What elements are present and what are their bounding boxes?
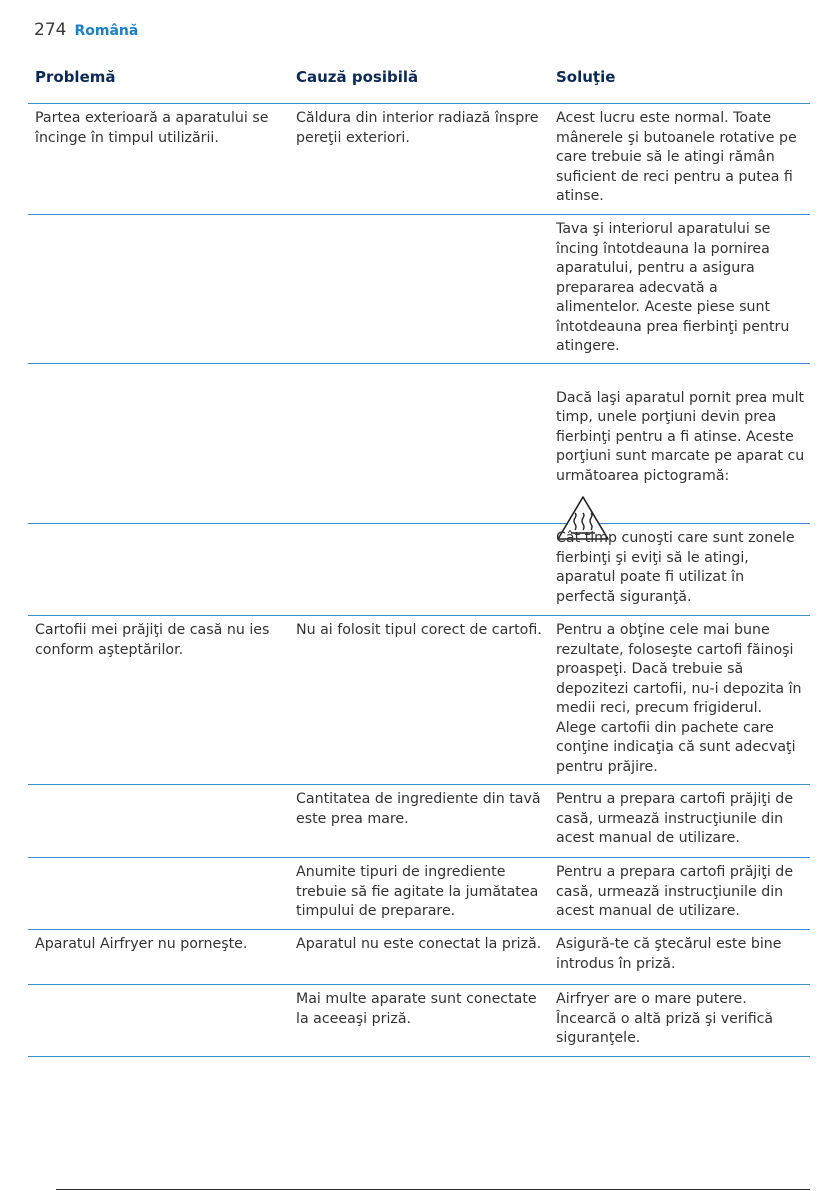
problem-cell: [28, 524, 289, 615]
cause-cell: [289, 364, 549, 523]
table-row: [28, 858, 810, 930]
cause-cell: Căldura din interior radiază înspre pereţii exteriori.: [296, 110, 539, 146]
table-row: [28, 785, 810, 858]
problem-cell: [28, 785, 289, 857]
solution-cell: Pentru a prepara cartofi prăjiţi de casă, urmează instrucţiunile din acest manual de utilizare.: [556, 864, 794, 919]
table-row: [28, 364, 810, 524]
problem-cell: [28, 858, 289, 929]
problem-cell: [28, 985, 289, 1056]
solution-text: Dacă laşi aparatul pornit prea mult timp, unele porţiuni devin prea fierbinţi pentru a fi atinse. Aceste porţiuni sunt marcate pe aparat cu următoarea pictogramă:: [556, 389, 805, 484]
solution-cell-with-icon: [549, 364, 810, 523]
column-header-solution: Soluţie: [556, 68, 616, 86]
table-row: [28, 930, 810, 985]
solution-cell: Airfryer are o mare putere. Încearcă o altă priză şi verifică siguranţele.: [556, 991, 774, 1046]
table-header: [28, 62, 810, 104]
solution-cell: Pentru a prepara cartofi prăjiţi de casă, urmează instrucţiunile din acest manual de utilizare.: [556, 791, 794, 846]
column-header-problem: Problemă: [35, 68, 116, 86]
solution-cell: Tava şi interiorul aparatului se încing întotdeauna la pornirea aparatului, pentru a asigura prepararea adecvată a alimentelor. Aceste piese sunt întotdeauna prea fierbinţi pentru atingere.: [556, 221, 790, 354]
cause-cell: Anumite tipuri de ingrediente trebuie să fie agitate la jumătatea timpului de preparare.: [296, 864, 539, 919]
page-language: Română: [74, 23, 139, 39]
table-row: [28, 215, 810, 364]
footer-divider: [56, 1189, 810, 1190]
table-row: [28, 104, 810, 215]
problem-cell: Partea exterioară a aparatului se încinge în timpul utilizării.: [35, 110, 269, 146]
cause-cell: Nu ai folosit tipul corect de cartofi.: [296, 622, 542, 638]
table-row: [28, 985, 810, 1057]
problem-cell: Cartofii mei prăjiţi de casă nu ies conform aşteptărilor.: [35, 622, 270, 658]
table-row: [28, 616, 810, 785]
solution-cell: Acest lucru este normal. Toate mânerele şi butoanele rotative pe care trebuie să le atingi rămân suficient de reci pentru a putea fi atinse.: [556, 110, 797, 204]
cause-cell: Aparatul nu este conectat la priză.: [296, 936, 542, 952]
cause-cell: Cantitatea de ingrediente din tavă este prea mare.: [296, 791, 541, 827]
cause-cell: [289, 215, 549, 363]
problem-cell: [28, 215, 289, 363]
cause-cell: Mai multe aparate sunt conectate la aceeaşi priză.: [296, 991, 537, 1027]
problem-cell: Aparatul Airfryer nu porneşte.: [35, 936, 248, 952]
page-number: 274: [34, 20, 67, 40]
column-header-cause: Cauză posibilă: [296, 68, 419, 86]
problem-cell: [28, 364, 289, 523]
solution-cell: Pentru a obţine cele mai bune rezultate, foloseşte cartofi făinoşi proaspeţi. Dacă trebuie să depozitezi cartofii, nu-i depozita în medii reci, precum frigiderul. Alege cartofii din pachete care conţine indicaţia că sunt adecvaţi pentru prăjire.: [556, 622, 802, 775]
troubleshooting-table: [28, 62, 810, 1057]
table-row: [28, 524, 810, 616]
page-header: [34, 20, 138, 44]
cause-cell: [289, 524, 549, 615]
solution-cell: Cât timp cunoşti care sunt zonele fierbinţi şi eviţi să le atingi, aparatul poate fi utilizat în perfectă siguranţă.: [556, 530, 795, 605]
solution-cell: Asigură-te că ştecărul este bine introdus în priză.: [556, 936, 782, 972]
